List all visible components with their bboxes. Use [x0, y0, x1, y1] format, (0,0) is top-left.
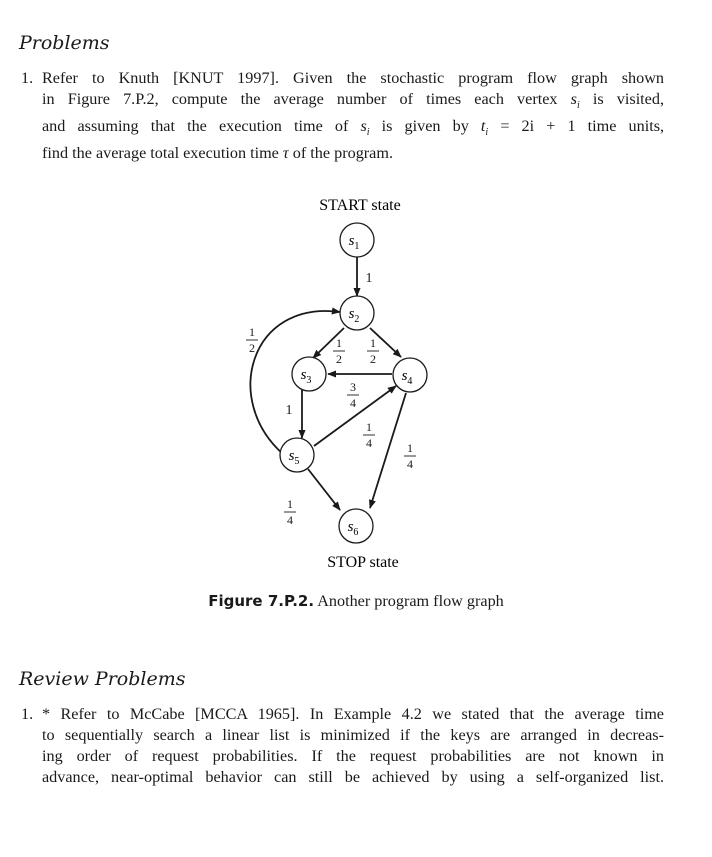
label-s1-s2: 1	[365, 271, 373, 286]
label-s2-s3	[333, 336, 345, 366]
label-s4-s6	[404, 441, 416, 471]
problem-1-line-4	[42, 143, 664, 164]
figure-caption-label: Figure 7.P.2.	[208, 592, 315, 610]
node-s4	[393, 358, 427, 392]
node-s1-sub: 1	[354, 241, 360, 252]
problem-1	[19, 68, 664, 164]
node-s3-sub: 3	[306, 375, 312, 386]
node-s2-sub: 2	[354, 314, 360, 325]
label-s5-s4-den: 4	[366, 436, 372, 450]
figure-caption	[0, 592, 712, 611]
problems-heading: Problems	[19, 32, 110, 54]
node-s4-sub: 4	[407, 376, 413, 387]
label-s2-s3-den: 2	[336, 352, 342, 366]
node-s6-base: s	[347, 519, 354, 535]
label-s2-s4-den: 2	[370, 352, 376, 366]
start-state-label: START state	[319, 197, 401, 214]
label-s4-s3-den: 4	[350, 396, 356, 410]
node-s4-base: s	[401, 368, 408, 384]
label-s3-s5: 1	[285, 403, 293, 418]
review-problem-1-line-4: advance, near-optimal behavior can still be achieved by using a self-organized list.	[42, 768, 664, 786]
figure-caption-text: Another program flow graph	[317, 592, 504, 610]
node-s1-base: s	[348, 233, 355, 249]
edge-s4-s6	[370, 393, 406, 508]
var-i-3: i	[485, 127, 489, 139]
problem-1-line-1: Refer to Knuth [KNUT 1997]. Given the stochastic program flow graph shown	[42, 69, 664, 87]
node-s6	[339, 509, 373, 543]
label-s4-s6-num: 1	[407, 441, 413, 455]
node-s5	[280, 438, 314, 472]
label-s2-s3-num: 1	[336, 336, 342, 350]
var-tau: τ	[282, 144, 289, 163]
var-t: t	[480, 117, 486, 136]
label-s4-s6-den: 4	[407, 457, 413, 471]
problem-1-line-4-text: find the average total execution time	[42, 144, 279, 163]
problem-1-time-units: time units,	[587, 117, 665, 136]
review-problems-heading: Review Problems	[19, 668, 186, 690]
problem-1-line-3	[42, 116, 664, 143]
node-s2-base: s	[348, 306, 355, 322]
node-s2	[340, 296, 374, 330]
node-s3-base: s	[300, 367, 307, 383]
var-s: s	[570, 90, 577, 108]
node-s6-sub: 6	[353, 527, 359, 538]
var-i: i	[576, 100, 580, 112]
stop-state-label: STOP state	[327, 554, 399, 571]
problem-1-number: 1.	[21, 69, 34, 87]
label-s2-s4-num: 1	[370, 336, 376, 350]
label-s5-s4	[363, 420, 375, 450]
label-s5-s6-den: 4	[287, 513, 293, 527]
label-s5-s6	[284, 497, 296, 527]
problem-1-given-by: is given by	[381, 117, 469, 136]
var-s-2: s	[360, 117, 367, 136]
problem-1-line-2-text: in Figure 7.P.2, compute the average number of times each vertex	[42, 90, 558, 108]
review-problem-1-line-2: to sequentially search a linear list is minimized if the keys are arranged in decreas-	[42, 726, 664, 744]
label-s5-s2-num: 1	[249, 325, 255, 339]
label-s5-s2	[246, 325, 258, 355]
problem-1-line-2	[42, 89, 664, 116]
node-s5-base: s	[288, 448, 295, 464]
problem-1-is: is	[592, 90, 604, 108]
review-problem-1-line-1: * Refer to McCabe [MCCA 1965]. In Example 4.2 we stated that the average time	[42, 705, 664, 723]
review-problem-1-number: 1.	[21, 705, 34, 723]
program-flow-graph	[0, 180, 712, 600]
node-s5-sub: 5	[294, 456, 300, 467]
label-s2-s4	[367, 336, 379, 366]
review-problem-1-line-3: ing order of request probabilities. If the request probabilities are not known in	[42, 747, 664, 765]
review-problem-1	[19, 704, 664, 788]
label-s5-s4-num: 1	[366, 420, 372, 434]
var-i-2: i	[366, 127, 370, 139]
label-s4-s3	[347, 380, 359, 410]
problem-1-line-3-text: and assuming that the execution time of	[42, 117, 349, 136]
label-s5-s6-num: 1	[287, 497, 293, 511]
edge-s5-s6	[308, 469, 340, 510]
node-s1	[340, 223, 374, 257]
problem-1-visited: visited,	[616, 90, 665, 108]
formula-rhs: = 2i + 1	[500, 117, 576, 136]
label-s5-s2-den: 2	[249, 341, 255, 355]
node-s3	[292, 357, 326, 391]
problem-1-line-4-end: of the program.	[292, 144, 394, 163]
label-s4-s3-num: 3	[350, 380, 356, 394]
